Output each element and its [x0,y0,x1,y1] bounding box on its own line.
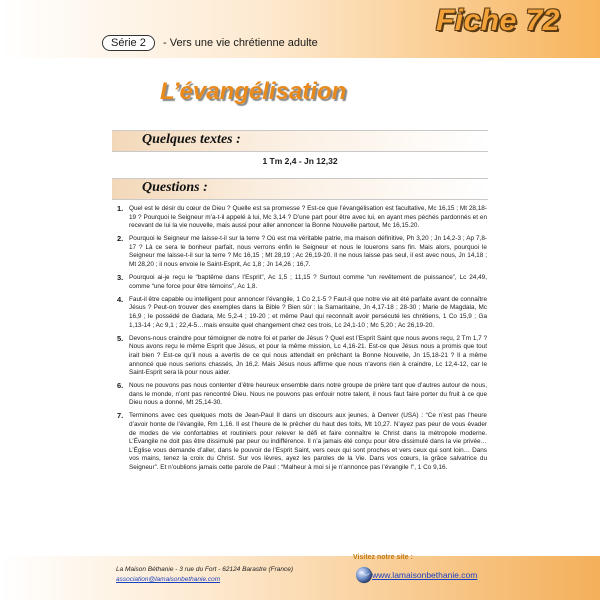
series-title: - Vers une vie chrétienne adulte [163,37,318,49]
footer-address: La Maison Béthanie - 3 rue du Fort - 62124 Barastre (France) [116,566,294,573]
page-title: L’évangélisation [160,78,347,105]
question-number: 1. [117,204,124,213]
question-item [117,235,487,269]
section-label-texts: Quelques textes : [142,132,241,147]
question-item [117,205,487,231]
section-header-questions [112,178,488,200]
question-number: 2. [117,234,124,244]
question-item [117,382,487,408]
website-link[interactable]: www.lamaisonbethanie.com [372,570,478,580]
question-number: 3. [117,273,124,283]
question-text: Pourquoi ai-je reçu le “baptême dans l’Esprit”, Ac 1,5 ; 11,15 ? Surtout comme “un revêtement de puissance”, Lc 24,49, comme “une force pour être témoins”, Ac 1,8. [129,274,487,290]
footer-band [0,556,600,600]
footer-email-link[interactable]: association@lamaisonbethanie.com [116,576,221,583]
globe-icon [355,566,373,584]
question-item [117,412,487,472]
question-number: 7. [117,411,124,421]
scripture-references: 1 Tm 2,4 - Jn 12,32 [262,156,338,166]
question-number: 5. [117,333,124,343]
question-text: Devons-nous craindre pour témoigner de notre foi et parler de Jésus ? Quel est l’Esprit Saint que nous avons reçu, 2 Tm 1,7 ? Nous avons reçu le même Esprit que Jésus, et pour la même mission, Lc 4,16-21. Est-ce que Jésus nous a promis que tout irait bien ? Est-ce qu’il nous a avertis de ce qui nous attendait en prêchant la Bonne Nouvelle, Jn 15,18-21 ? Il a même annoncé que nous serions chassés, Jn 16,2. Mais Jésus nous affirme que nous n’avons rien à craindre, Lc 12,4-12, car le Saint-Esprit sera là pour nous aider. [129,334,487,377]
question-text: Quel est le désir du cœur de Dieu ? Quelle est sa promesse ? Est-ce que l’évangélisation est facultative, Mc 16,15 ; Mt 28,18-19 ? Pourquoi le Seigneur m’a-t-il appelé à lui, Mc 3,14 ? D’une part pour être avec lui, en ayant mes péchés pardonnés et en recevant de lui la vie nouvelle, mais aussi pour aller annoncer la Bonne Nouvelle partout, Mc 16,15.20. [129,205,487,230]
series-badge: Série 2 [102,35,155,51]
question-text: Faut-il être capable ou intelligent pour annoncer l’évangile, 1 Co 2,1-5 ? Faut-il que notre vie ait été parfaite avant de connaître Jésus ? Peut-on trouver des exemples dans la Bible ? Bien sûr : la Samaritaine, Jn 4,17-18 ; 28-30 ; Marie de Magdala, Mc 16,9 ; le possédé de Gadara, Mc 5,2-4 ; 19-20 ; et même Paul qui reconnaît avoir persécuté les chrétiens, 1 Co 15,9 ; Ga 1,13-14 ; Ac 9,1 ; 22,4-5…mais ensuite quel changement chez ces trois, Lc 24,1-10 ; Mc 5,20 ; Ac 26,19-20. [129,295,487,329]
question-text: Nous ne pouvons pas nous contenter d’être heureux ensemble dans notre groupe de prière tant que d’autres autour de nous, dans le monde, n’ont pas rencontré Dieu. Nous ne pouvons pas enfouir notre talent, il nous faut faire porter du fruit à ce que Dieu nous a donné, Mt 25,14-30. [129,382,487,407]
question-text: Terminons avec ces quelques mots de Jean-Paul II dans un discours aux jeunes, à Denver (USA) : “Ce n’est pas l’heure d’avoir honte de l’évangile, Rm 1,16. Il est l’heure de le prêcher du haut des toits, Mt 10,27. N’ayez pas peur de vous évader de modes de vie confortables et routiniers pour relever le défi et faire connaître le Christ dans la métropole moderne. L’Évangile ne doit pas être dissimulé par peur ou indifférence. Il n’a jamais été conçu pour être dissimulé dans la vie privée… L’Église vous demande d’aller, dans le pouvoir de l’Esprit Saint, vers ceux qui sont proches et vers ceux qui sont loin… Dans vos mains, tenez la croix du Christ. Sur vos lèvres, ayez les paroles de la Vie. Dans vos cœurs, la grâce salvatrice du Seigneur”. Et n’oublions jamais cette parole de Paul : “Malheur à moi si je n’annonce pas l’évangile !”, 1 Co 9,16. [129,412,487,472]
section-label-questions: Questions : [142,180,208,195]
question-number: 6. [117,381,124,391]
question-number: 4. [117,294,124,304]
question-item [117,296,487,330]
visit-site-label: Visitez notre site : [353,554,413,561]
section-header-texts [112,130,488,152]
fiche-number: Fiche 72 [435,4,560,37]
question-item [117,274,487,291]
question-item [117,335,487,378]
question-list [117,205,487,477]
question-text: Pourquoi le Seigneur me laisse-t-il sur la terre ? Où est ma véritable patrie, ma maison définitive, Ph 3,20 ; Jn 14,2-3 ; Ap 7,8-17 ? Là ce sera le bonheur parfait, nous verrons enfin le Seigneur et nous le louerons sans fin. Mais alors, pourquoi le Seigneur me laisse-t-il sur la terre ? Mc 16,15 ; Mt 28,19 ; Ac 26,19-20. Il ne nous laisse pas seul, il est avec nous, Jn 14,18 ; Mt 28,20 ; il nous envoie le Saint-Esprit, Ac 1,8 ; Jn 14,26 ; 16,7. [129,235,487,269]
